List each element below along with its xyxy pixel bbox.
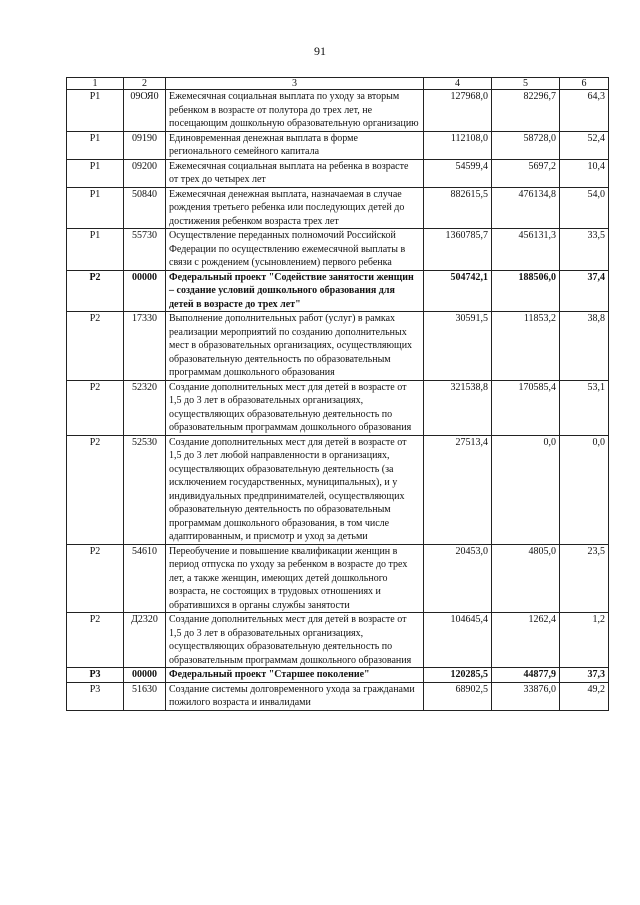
name-cell: Ежемесячная социальная выплата на ребенка в возрасте от трех до четырех лет [166,159,424,187]
value-actual-cell: 0,0 [492,435,560,544]
value-actual-cell: 1262,4 [492,613,560,668]
value-planned-cell: 104645,4 [424,613,492,668]
value-actual-cell: 11853,2 [492,312,560,381]
value-planned-cell: 321538,8 [424,380,492,435]
percent-cell: 53,1 [560,380,609,435]
name-cell: Ежемесячная социальная выплата по уходу за вторым ребенком в возрасте от полутора до трех лет, не посещающим дошкольную образовательную организацию [166,90,424,132]
percent-cell: 54,0 [560,187,609,229]
section-cell: P2 [67,312,124,381]
section-cell: P2 [67,544,124,613]
section-cell: P1 [67,159,124,187]
section-cell: P2 [67,435,124,544]
value-planned-cell: 120285,5 [424,668,492,683]
name-cell: Создание дополнительных мест для детей в возрасте от 1,5 до 3 лет в образовательных организациях, осуществляющих образовательную деятельность по образовательным программам дошкольного образования [166,613,424,668]
percent-cell: 49,2 [560,682,609,710]
value-planned-cell: 882615,5 [424,187,492,229]
table-header [67,78,609,90]
header-col-6: 6 [560,78,609,90]
code-cell: 54610 [124,544,166,613]
value-planned-cell: 1360785,7 [424,229,492,271]
percent-cell: 37,3 [560,668,609,683]
percent-cell: 52,4 [560,131,609,159]
percent-cell: 38,8 [560,312,609,381]
name-cell: Создание дополнительных мест для детей в возрасте от 1,5 до 3 лет в образовательных организациях, осуществляющих образовательную деятельность по образовательным программам дошкольного образования [166,380,424,435]
percent-cell: 64,3 [560,90,609,132]
code-cell: 50840 [124,187,166,229]
percent-cell: 0,0 [560,435,609,544]
value-actual-cell: 170585,4 [492,380,560,435]
value-actual-cell: 33876,0 [492,682,560,710]
code-cell: 00000 [124,668,166,683]
table-row [67,90,609,132]
header-col-2: 2 [124,78,166,90]
value-planned-cell: 54599,4 [424,159,492,187]
table-row [67,229,609,271]
value-planned-cell: 20453,0 [424,544,492,613]
budget-table [66,77,609,711]
table-row [67,682,609,710]
name-cell: Федеральный проект "Старшее поколение" [166,668,424,683]
value-actual-cell: 188506,0 [492,270,560,312]
section-cell: P3 [67,682,124,710]
code-cell: 55730 [124,229,166,271]
name-cell: Осуществление переданных полномочий Российской Федерации по осуществлению ежемесячной выплаты в связи с рождением (усыновлением) первого ребенка [166,229,424,271]
table-row [67,435,609,544]
section-cell: P2 [67,613,124,668]
value-planned-cell: 68902,5 [424,682,492,710]
value-actual-cell: 476134,8 [492,187,560,229]
table-row [67,544,609,613]
section-cell: P2 [67,380,124,435]
value-actual-cell: 4805,0 [492,544,560,613]
section-cell: P1 [67,90,124,132]
value-actual-cell: 82296,7 [492,90,560,132]
page-number: 91 [314,44,326,58]
value-actual-cell: 44877,9 [492,668,560,683]
code-cell: 52320 [124,380,166,435]
table-row [67,613,609,668]
percent-cell: 33,5 [560,229,609,271]
table-row [67,270,609,312]
code-cell: Д2320 [124,613,166,668]
code-cell: 00000 [124,270,166,312]
section-cell: P3 [67,668,124,683]
header-col-5: 5 [492,78,560,90]
table-row [67,159,609,187]
percent-cell: 1,2 [560,613,609,668]
table-row [67,131,609,159]
code-cell: 09200 [124,159,166,187]
header-col-4: 4 [424,78,492,90]
value-planned-cell: 27513,4 [424,435,492,544]
name-cell: Создание системы долговременного ухода за гражданами пожилого возраста и инвалидами [166,682,424,710]
name-cell: Создание дополнительных мест для детей в возрасте от 1,5 до 3 лет любой направленности в организациях, осуществляющих образовательную деятельность (за исключением государственных, муниципальных), и у индивидуальных предпринимателей, осуществляющих образовательную деятельность по образовательным программам дошкольного образования, в том числе адаптированным, и присмотр и уход за детьми [166,435,424,544]
section-cell: P1 [67,229,124,271]
name-cell: Единовременная денежная выплата в форме регионального семейного капитала [166,131,424,159]
value-planned-cell: 112108,0 [424,131,492,159]
name-cell: Выполнение дополнительных работ (услуг) в рамках реализации мероприятий по созданию дополнительных мест в образовательных организациях, осуществляющих образовательную деятельность по образовательным программам дошкольного образования [166,312,424,381]
code-cell: 17330 [124,312,166,381]
value-planned-cell: 504742,1 [424,270,492,312]
code-cell: 09190 [124,131,166,159]
name-cell: Федеральный проект "Содействие занятости женщин – создание условий дошкольного образования для детей в возрасте до трех лет" [166,270,424,312]
header-row [67,78,609,90]
table-row [67,312,609,381]
table-row [67,380,609,435]
name-cell: Переобучение и повышение квалификации женщин в период отпуска по уходу за ребенком в возрасте до трех лет, а также женщин, имеющих детей дошкольного возраста, не состоящих в трудовых отношениях и обратившихся в органы службы занятости [166,544,424,613]
name-cell: Ежемесячная денежная выплата, назначаемая в случае рождения третьего ребенка или последующих детей до достижения ребенком возраста трех лет [166,187,424,229]
code-cell: 52530 [124,435,166,544]
table-row [67,668,609,683]
value-actual-cell: 5697,2 [492,159,560,187]
value-actual-cell: 58728,0 [492,131,560,159]
table-row [67,187,609,229]
value-planned-cell: 30591,5 [424,312,492,381]
section-cell: P1 [67,131,124,159]
code-cell: 51630 [124,682,166,710]
value-actual-cell: 456131,3 [492,229,560,271]
value-planned-cell: 127968,0 [424,90,492,132]
percent-cell: 37,4 [560,270,609,312]
percent-cell: 10,4 [560,159,609,187]
section-cell: P2 [67,270,124,312]
table-body [67,90,609,711]
header-col-3: 3 [166,78,424,90]
section-cell: P1 [67,187,124,229]
code-cell: 09ОЯ0 [124,90,166,132]
header-col-1: 1 [67,78,124,90]
percent-cell: 23,5 [560,544,609,613]
